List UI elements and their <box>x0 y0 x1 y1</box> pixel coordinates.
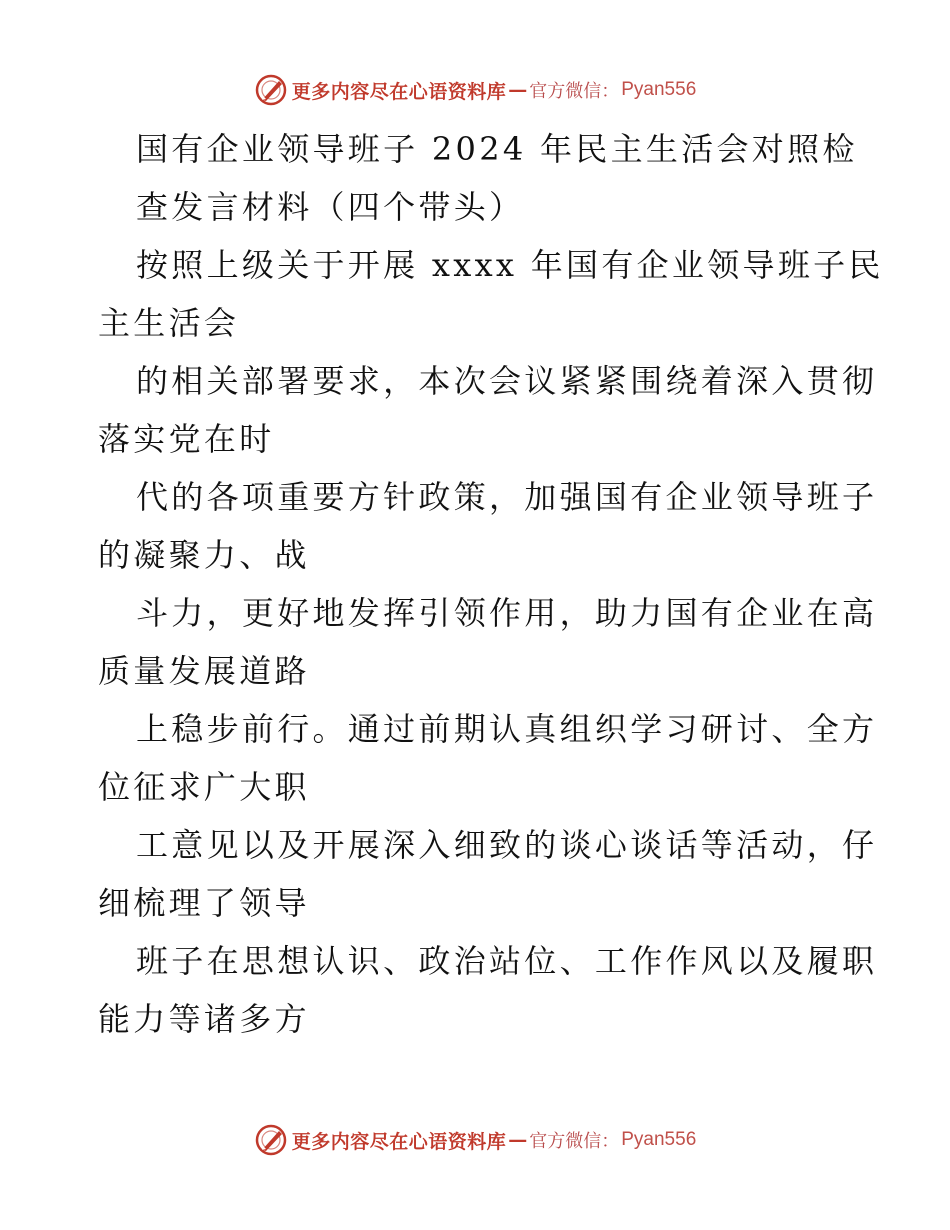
text-line: 的凝聚力、战 <box>98 536 310 574</box>
text-line: 的相关部署要求，本次会议紧紧围绕着深入贯彻 <box>136 362 878 400</box>
footer-separator: — <box>508 1129 528 1151</box>
text-line: 代的各项重要方针政策，加强国有企业领导班子 <box>136 478 878 516</box>
title-line-2: 查发言材料（四个带头） <box>136 188 525 226</box>
header-wechat-id: Pyan556 <box>621 79 697 100</box>
text-line: 工意见以及开展深入细致的谈心谈话等活动，仔 <box>136 826 878 864</box>
text-line: 班子在思想认识、政治站位、工作作风以及履职 <box>136 942 878 980</box>
header-brand-text: 更多内容尽在心语资料库 <box>291 80 507 103</box>
header-separator: — <box>508 79 528 101</box>
text-line: 质量发展道路 <box>98 652 310 690</box>
footer-banner <box>0 1122 950 1158</box>
text-line: 上稳步前行。通过前期认真组织学习研讨、全方 <box>136 710 878 748</box>
footer-brand-text: 更多内容尽在心语资料库 <box>291 1130 507 1153</box>
text-line: 按照上级关于开展 xxxx 年国有企业领导班子民 <box>136 246 884 284</box>
header-wechat-label: 官方微信： <box>529 81 620 102</box>
document-body <box>98 120 884 1048</box>
quill-logo-icon <box>254 73 288 107</box>
text-line: 落实党在时 <box>98 420 275 458</box>
text-line: 主生活会 <box>98 304 240 342</box>
footer-wechat-label: 官方微信： <box>529 1131 620 1152</box>
text-line: 细梳理了领导 <box>98 884 310 922</box>
footer-wechat-id: Pyan556 <box>621 1129 697 1150</box>
text-line: 位征求广大职 <box>98 768 310 806</box>
text-line: 斗力，更好地发挥引领作用，助力国有企业在高 <box>136 594 878 632</box>
header-banner <box>0 72 950 108</box>
text-line: 能力等诸多方 <box>98 1000 310 1038</box>
quill-logo-icon <box>254 1123 288 1157</box>
title-line-1: 国有企业领导班子 2024 年民主生活会对照检 <box>136 130 858 168</box>
